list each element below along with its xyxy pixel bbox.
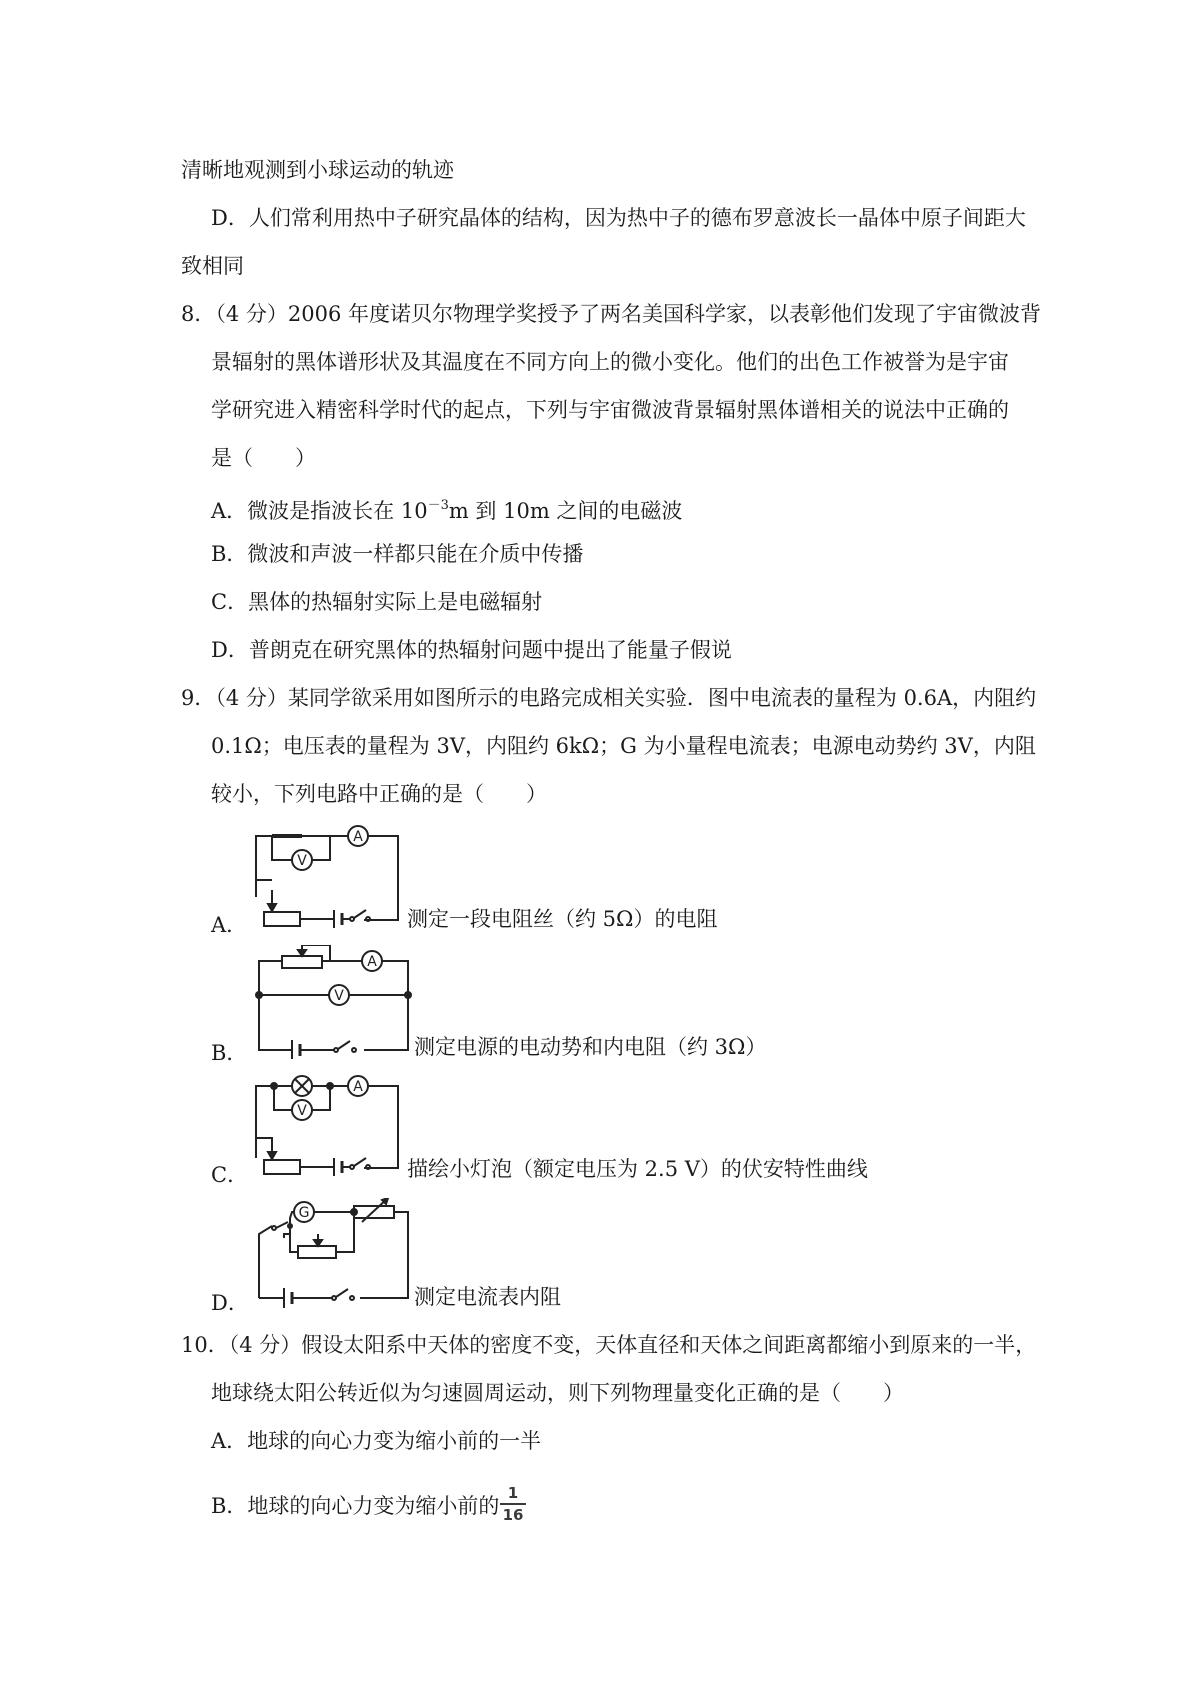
q9-option-b-letter: B． [211,1041,248,1065]
ammeter-label: A [367,954,377,970]
q8-option-d: D．普朗克在研究黑体的热辐射问题中提出了能量子假说 [211,638,732,662]
prev-option-d-cont: 致相同 [181,254,244,278]
q9-option-d-text: 测定电流表内阻 [414,1285,561,1309]
q8-option-a-pre: A．微波是指波长在 10 [211,499,428,523]
q8-stem-line2: 景辐射的黑体谱形状及其温度在不同方向上的微小变化。他们的出色工作被誉为是宇宙 [211,350,1009,374]
voltmeter-label: V [297,1103,307,1119]
carryover-text: 清晰地观测到小球运动的轨迹 [181,158,454,182]
voltmeter-label: V [297,853,307,869]
q8-option-a [211,491,682,526]
q9-stem-line3: 较小，下列电路中正确的是（ ） [211,782,547,806]
prev-option-d: D．人们常利用热中子研究晶体的结构，因为热中子的德布罗意波长一晶体中原子间距大 [211,206,1026,230]
q9-option-a-letter: A． [211,913,248,937]
q8-option-c: C．黑体的热辐射实际上是电磁辐射 [211,590,543,614]
q8-option-b: B．微波和声波一样都只能在介质中传播 [211,542,584,566]
q9-option-b-text: 测定电源的电动势和内电阻（约 3Ω） [414,1035,767,1059]
ammeter-label: A [353,829,363,845]
q8-option-a-exponent: －3 [427,498,449,513]
q10-option-b-fraction [498,1484,528,1524]
fraction-bar [500,1503,526,1505]
fraction-denominator: 16 [502,1506,524,1524]
q8-stem-line3: 学研究进入精密科学时代的起点，下列与宇宙微波背景辐射黑体谱相关的说法中正确的 [211,398,1009,422]
q9-option-a-text: 测定一段电阻丝（约 5Ω）的电阻 [407,907,718,931]
q8-stem-line1: 8．（4 分）2006 年度诺贝尔物理学奖授予了两名美国科学家，以表彰他们发现了宇宙微波背 [181,302,1042,326]
q9-option-c-letter: C． [211,1163,249,1187]
galvanometer-label: G [298,1205,310,1221]
q8-option-a-post: m 到 10m 之间的电磁波 [448,499,683,523]
q10-option-b: B．地球的向心力变为缩小前的 [211,1494,500,1518]
ammeter-label: A [353,1079,363,1095]
q8-stem-line4: 是（ ） [211,446,316,470]
circuit-diagram-a [246,822,406,932]
circuit-diagram-b [254,945,414,1060]
circuit-diagram-d [254,1198,414,1310]
q10-stem-line1: 10．（4 分）假设太阳系中天体的密度不变，天体直径和天体之间距离都缩小到原来的一半， [181,1333,1037,1357]
q9-option-c-text: 描绘小灯泡（额定电压为 2.5 V）的伏安特性曲线 [407,1157,868,1181]
fraction-numerator: 1 [507,1484,519,1502]
q9-option-d-letter: D． [211,1291,249,1315]
q9-stem-line2: 0.1Ω；电压表的量程为 3V，内阻约 6kΩ；G 为小量程电流表；电源电动势约 3V，内阻 [211,734,1036,758]
circuit-diagram-c [246,1070,406,1180]
q10-option-a: A．地球的向心力变为缩小前的一半 [211,1429,542,1453]
q10-stem-line2: 地球绕太阳公转近似为匀速圆周运动，则下列物理量变化正确的是（ ） [211,1381,904,1405]
voltmeter-label: V [334,988,344,1004]
q9-stem-line1: 9．（4 分）某同学欲采用如图所示的电路完成相关实验．图中电流表的量程为 0.6A，内阻约 [181,686,1037,710]
